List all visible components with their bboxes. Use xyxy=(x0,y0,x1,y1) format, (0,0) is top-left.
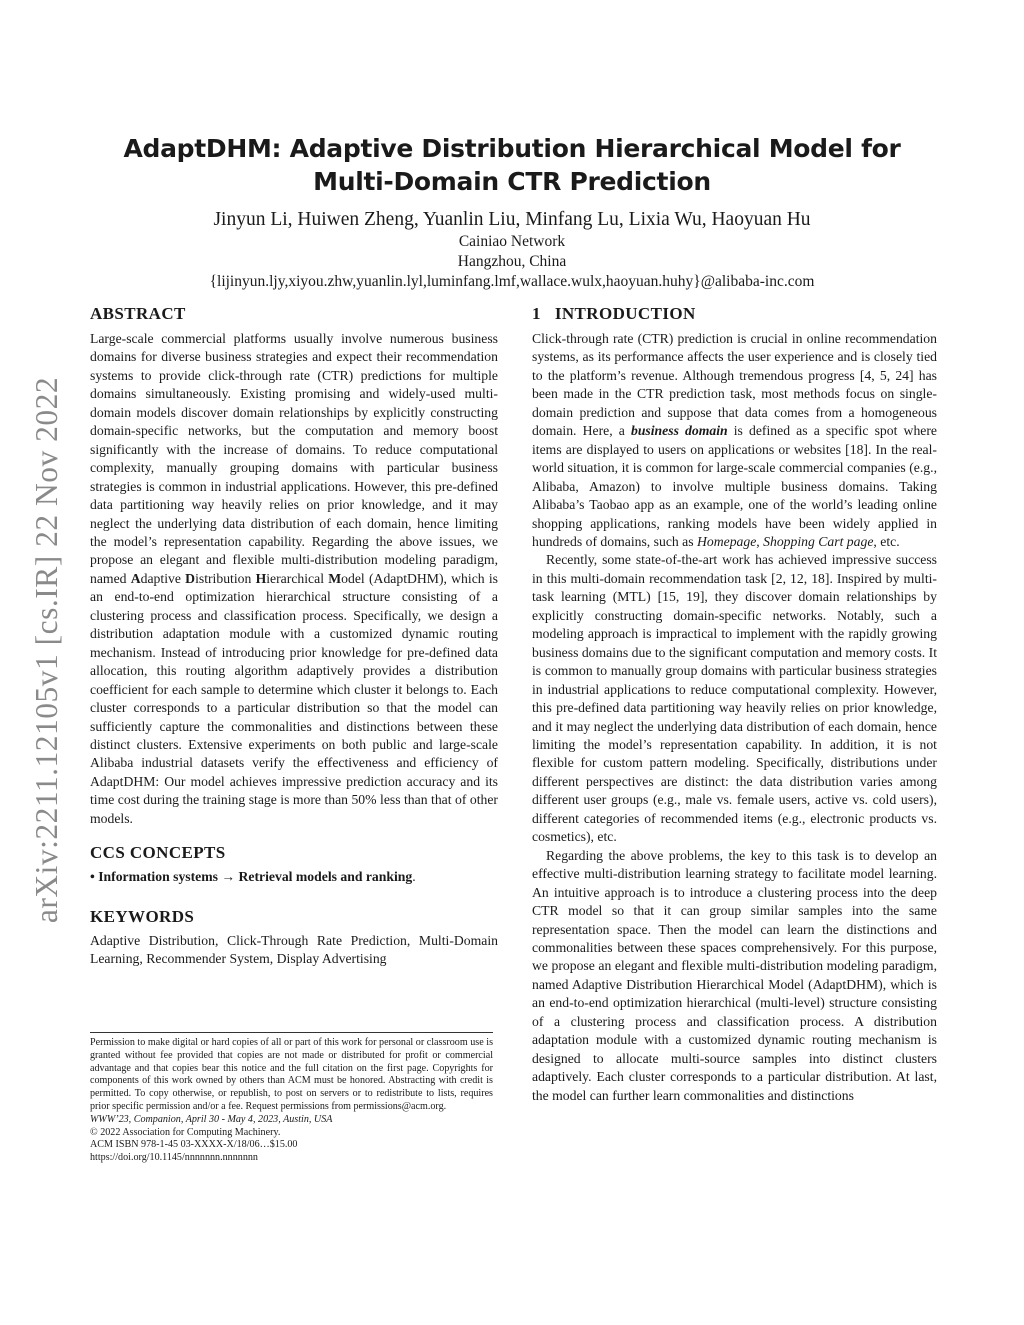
isbn-line: ACM ISBN 978-1-45 03-XXXX-X/18/06…$15.00 xyxy=(90,1139,298,1151)
copyright-line: © 2022 Association for Computing Machinery. xyxy=(90,1126,281,1138)
doi-link[interactable]: https://doi.org/10.1145/nnnnnnn.nnnnnnn xyxy=(90,1152,258,1164)
right-column xyxy=(532,304,937,1105)
title-line-1: AdaptDHM: Adaptive Distribution Hierarchical Model for xyxy=(123,134,901,163)
title-line-2: Multi-Domain CTR Prediction xyxy=(313,167,711,196)
permission-notice: Permission to make digital or hard copies of all or part of this work for personal or classroom use is granted without fee provided that copies are not made or distributed for profit or commercial advantage and that copies bear this notice and the full citation on the first page. Copyrights for components of this work owned by others than ACM must be honored. Abstracting with credit is permitted. To copy otherwise, or republish, to post on servers or to redistribute to lists, requires prior specific permission and/or a fee. Request permissions from permissions@acm.org. xyxy=(90,1037,493,1112)
affiliation: Cainiao Network xyxy=(458,233,566,250)
left-column xyxy=(90,304,498,969)
abstract-heading: ABSTRACT xyxy=(90,304,186,323)
intro-paragraph-1: Click-through rate (CTR) prediction is crucial in online recommendation systems, as its performance affects the user experience and is closely tied to the platform’s revenue. Although tremendous progress [4, 5, 24] has been made in the CTR prediction task, most methods focus on single-domain prediction and suppose that data comes from a homogeneous domain. Here, a business domain is defined as a specific spot where items are displayed to users on applications or websites [18]. In the real-world situation, it is common for large-scale commercial companies (e.g., Alibaba, Amazon) to involve multiple business domains. Taking Alibaba’s Taobao app as an example, one of the world’s leading online shopping applications, ranking models have been widely applied in hundreds of domains, such as Homepage, Shopping Cart page, etc. xyxy=(532,331,937,549)
arxiv-sidebar-stamp xyxy=(26,350,68,950)
introduction-heading: 1 INTRODUCTION xyxy=(532,304,696,323)
location: Hangzhou, China xyxy=(457,253,567,270)
abstract-text: Large-scale commercial platforms usually involve numerous business domains for diverse business strategies and expect their recommendation systems to provide click-through rate (CTR) predictions for multiple domains simultaneously. Existing promising and widely-used multi-domain models discover domain relationships by explicitly constructing domain-specific networks, but the computation and memory boost significantly with the increase of domains. To reduce computational complexity, manually grouping domains with particular business strategies is common in industrial applications. However, this pre-defined data partitioning way heavily relies on prior knowledge, and it may neglect the underlying data distribution of each domain, hence limiting the model’s representation capability. Regarding the above issues, we propose an elegant and flexible multi-distribution modeling paradigm, named Adaptive Distribution Hierarchical Model (AdaptDHM), which is an end-to-end optimization hierarchical structure consisting of a clustering process and classification process. Specifically, we design a distribution adaptation module with a customized dynamic routing mechanism. Instead of introducing prior knowledge for pre-defined data allocation, this routing algorithm adaptively provides a distribution coefficient for each sample to determine which cluster it belongs to. Each cluster corresponds to a particular distribution so that the model can sufficiently capture the commonalities and distinctions between these distinct clusters. Extensive experiments on both public and large-scale Alibaba industrial datasets verify the effectiveness and efficiency of AdaptDHM: Our model achieves impressive prediction accuracy and its time cost during the training stage is more than 50% less than that of other models. xyxy=(90,331,498,826)
paper-title xyxy=(0,132,1024,198)
author-emails: {lijinyun.ljy,xiyou.zhw,yuanlin.lyl,luminfang.lmf,wallace.wulx,haoyuan.huhy}@alibaba-inc.com xyxy=(209,273,815,290)
copyright-footnote xyxy=(90,1032,493,1165)
intro-paragraph-3: Regarding the above problems, the key to this task is to develop an effective multi-distribution learning strategy to facilitate model learning. An intuitive approach is to introduce a clustering process into the deep CTR model so that it can group similar samples into the same representation space. Then the model can learn the distinctions and commonalities between these spaces comprehensively. For this purpose, we propose an elegant and flexible multi-distribution modeling paradigm, named Adaptive Distribution Hierarchical Model (AdaptDHM), which is an end-to-end optimization hierarchical (multi-level) structure consisting of a clustering process and classification process. A distribution adaptation module with a customized dynamic routing mechanism is designed to allocate multi-source samples into distinct clusters adaptively. Each cluster corresponds to a particular distribution. At last, the model can further learn commonalities and distinctions xyxy=(532,847,937,1103)
intro-paragraph-2: Recently, some state-of-the-art work has achieved impressive success in this multi-domain recommendation task [2, 12, 18]. Inspired by multi-task learning (MTL) [15, 19], they discover domain relationships by explicitly constructing domain-specific networks. Notably, such a modeling approach is impractical to implement with the rapidly growing business domains due to the significant computation and memory costs. It is common to manually group domains with particular business strategies in industrial applications to reduce computational complexity. However, this pre-defined data partitioning way heavily relies on prior knowledge, and it may neglect the underlying data distribution of each domain, hence limiting the model’s representation capability. In addition, it is not flexible for custom pattern modeling. Specifically, distributions under different perspectives are distinct: the data distribution varies among different user groups (e.g., male vs. female users, active vs. cold users), different categories of recommended items (e.g., electronic products vs. cosmetics), etc. xyxy=(532,552,937,845)
keywords-text: Adaptive Distribution, Click-Through Rate Prediction, Multi-Domain Learning, Recommender System, Display Advertising xyxy=(90,932,498,967)
arxiv-identifier: arXiv:2211.12105v1 [cs.IR] 22 Nov 2022 xyxy=(29,376,64,924)
ccs-item: • Information systems → Retrieval models and ranking. xyxy=(90,869,416,885)
ccs-heading: CCS CONCEPTS xyxy=(90,843,226,863)
keywords-heading: KEYWORDS xyxy=(90,906,195,926)
author-list: Jinyun Li, Huiwen Zheng, Yuanlin Liu, Minfang Lu, Lixia Wu, Haoyuan Hu xyxy=(213,209,811,230)
conference-info: WWW’23, Companion, April 30 - May 4, 2023, Austin, USA xyxy=(90,1113,333,1125)
